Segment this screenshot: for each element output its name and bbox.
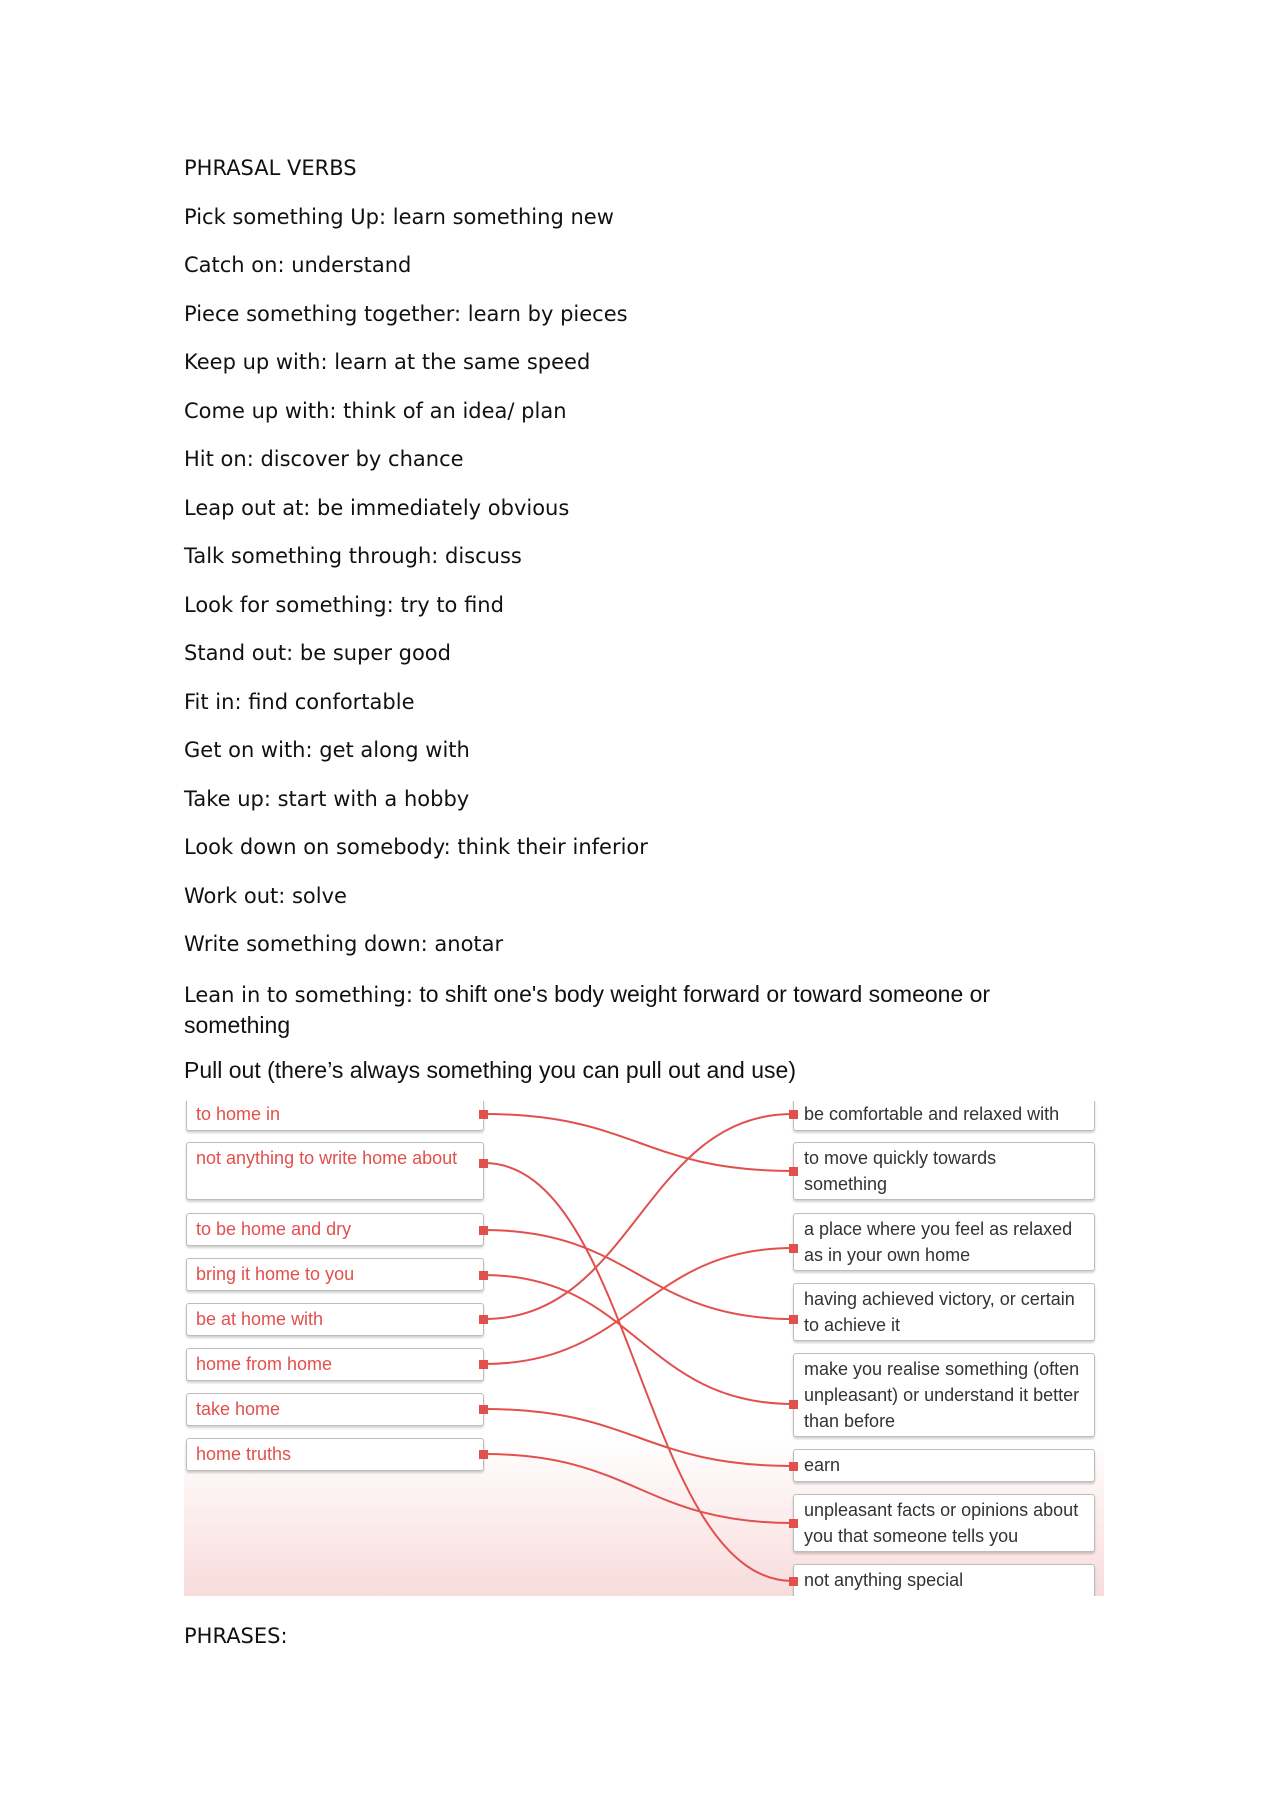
right-anchor-dot[interactable] — [789, 1315, 798, 1324]
entry: Look for something: try to find — [184, 592, 504, 617]
left-item-label: take home — [196, 1399, 281, 1419]
right-anchor-dot[interactable] — [789, 1244, 798, 1253]
matching-exercise — [184, 1101, 1104, 1596]
left-anchor-dot[interactable] — [479, 1110, 488, 1119]
right-item[interactable] — [793, 1564, 1095, 1596]
left-anchor-dot[interactable] — [479, 1315, 488, 1324]
left-item[interactable] — [186, 1258, 484, 1291]
right-item-label: having achieved victory, or certain to achieve it — [804, 1289, 1075, 1335]
lean-in-definition: to shift one's body weight forward or toward someone or something — [184, 980, 991, 1038]
left-item-label: bring it home to you — [196, 1264, 355, 1284]
right-item[interactable] — [793, 1449, 1095, 1482]
right-item-label: to move quickly towards something — [804, 1148, 997, 1194]
left-item[interactable] — [186, 1348, 484, 1381]
left-item[interactable] — [186, 1393, 484, 1426]
entry: Come up with: think of an idea/ plan — [184, 398, 567, 423]
right-item[interactable] — [793, 1142, 1095, 1200]
right-item-label: unpleasant facts or opinions about you that someone tells you — [804, 1500, 1079, 1546]
entry: Look down on somebody: think their inferior — [184, 835, 648, 859]
right-anchor-dot[interactable] — [789, 1519, 798, 1528]
match-line — [484, 1114, 793, 1319]
left-item-label: to home in — [196, 1104, 281, 1124]
right-item[interactable] — [793, 1101, 1095, 1131]
phrases-heading: PHRASES: — [184, 1624, 288, 1648]
left-anchor-dot[interactable] — [479, 1360, 488, 1369]
left-anchor-dot[interactable] — [479, 1271, 488, 1280]
entry: Hit on: discover by chance — [184, 447, 464, 471]
entry-pull-out: Pull out (there’s always something you can pull out and use) — [184, 1056, 796, 1083]
document-body — [184, 154, 1104, 1104]
match-line — [484, 1248, 793, 1364]
right-anchor-dot[interactable] — [789, 1462, 798, 1471]
right-item-label: be comfortable and relaxed with — [804, 1104, 1060, 1124]
left-item[interactable] — [186, 1101, 484, 1131]
left-item[interactable] — [186, 1438, 484, 1471]
right-item[interactable] — [793, 1353, 1095, 1437]
right-item-label: a place where you feel as relaxed as in your own home — [804, 1219, 1073, 1265]
match-line — [484, 1163, 793, 1581]
left-anchor-dot[interactable] — [479, 1159, 488, 1168]
right-item[interactable] — [793, 1494, 1095, 1552]
left-anchor-dot[interactable] — [479, 1450, 488, 1459]
left-item-label: home from home — [196, 1354, 333, 1374]
entry: Piece something together: learn by pieces — [184, 301, 628, 326]
right-anchor-dot[interactable] — [789, 1167, 798, 1176]
right-item-label: earn — [804, 1455, 841, 1475]
left-item-label: home truths — [196, 1444, 292, 1464]
right-item-label: make you realise something (often unpleasant) or understand it better than before — [804, 1359, 1080, 1431]
entry: Get on with: get along with — [184, 738, 470, 762]
page-title: PHRASAL VERBS — [184, 156, 357, 180]
left-anchor-dot[interactable] — [479, 1226, 488, 1235]
entry: Catch on: understand — [184, 253, 412, 277]
lean-in-term: Lean in to something: — [184, 982, 413, 1007]
match-line — [484, 1275, 793, 1404]
right-anchor-dot[interactable] — [789, 1400, 798, 1409]
right-item-label: not anything special — [804, 1570, 964, 1590]
entry: Pick something Up: learn something new — [184, 204, 614, 229]
entry: Write something down: anotar — [184, 932, 504, 956]
entry: Fit in: find confortable — [184, 689, 415, 714]
right-anchor-dot[interactable] — [789, 1577, 798, 1586]
entry: Take up: start with a hobby — [184, 786, 470, 811]
right-item[interactable] — [793, 1213, 1095, 1271]
entry: Leap out at: be immediately obvious — [184, 495, 570, 520]
left-item-label: to be home and dry — [196, 1219, 352, 1239]
left-item[interactable] — [186, 1303, 484, 1336]
left-item[interactable] — [186, 1142, 484, 1200]
entry: Stand out: be super good — [184, 641, 451, 665]
entry: Keep up with: learn at the same speed — [184, 350, 591, 374]
left-item[interactable] — [186, 1213, 484, 1246]
entry-lean-in — [184, 979, 1044, 1041]
right-anchor-dot[interactable] — [789, 1110, 798, 1119]
right-item[interactable] — [793, 1283, 1095, 1341]
entry: Talk something through: discuss — [184, 544, 522, 568]
left-item-label: not anything to write home about — [196, 1148, 458, 1168]
entry: Work out: solve — [184, 883, 347, 908]
left-anchor-dot[interactable] — [479, 1405, 488, 1414]
left-item-label: be at home with — [196, 1309, 324, 1329]
